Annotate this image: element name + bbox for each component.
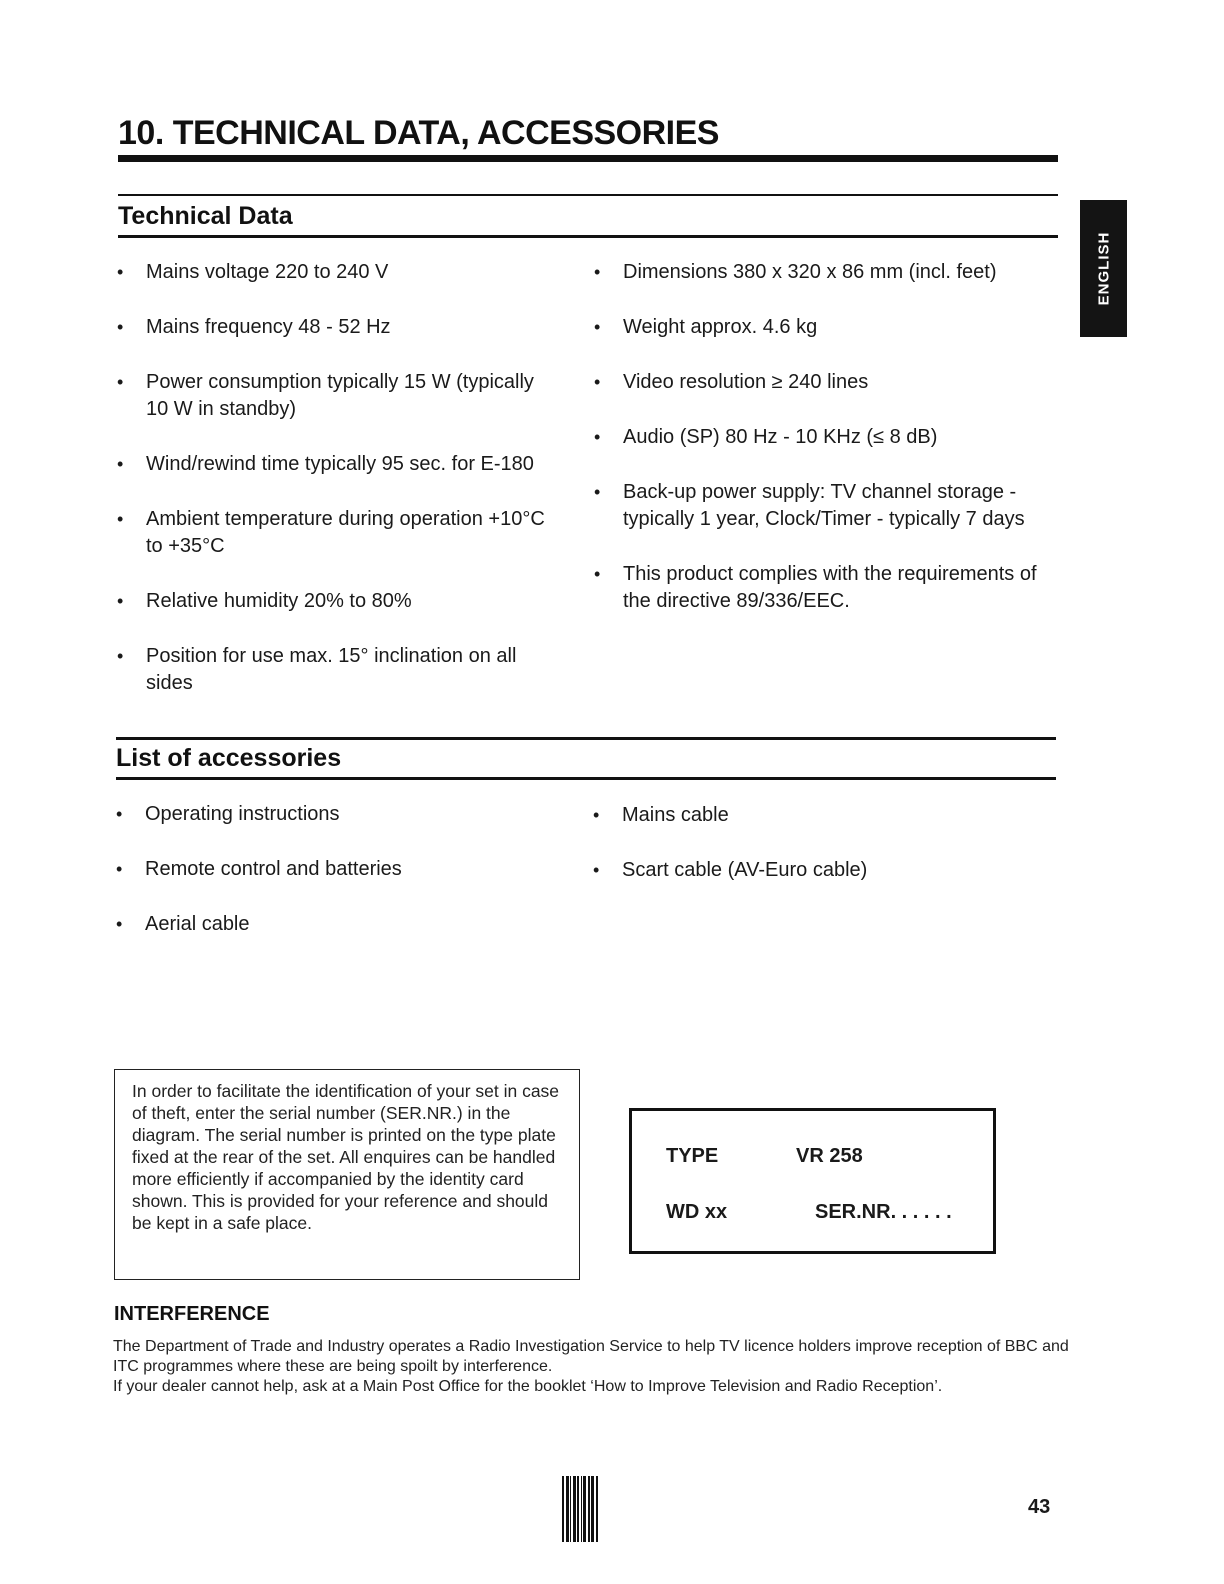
language-tab (1080, 200, 1127, 337)
interference-line-2: If your dealer cannot help, ask at a Main Post Office for the booklet ‘How to Improve Television and Radio Reception’. (113, 1378, 943, 1395)
page-number: 43 (1028, 1496, 1051, 1518)
list-item: • Weight approx. 4.6 kg (594, 316, 818, 338)
technical-left-list (117, 259, 557, 725)
list-item: • Power consumption typically 15 W (typically 10 W in standby) (117, 371, 534, 420)
technical-top-rule (118, 194, 1058, 196)
list-item: • Mains voltage 220 to 240 V (117, 261, 389, 283)
accessories-right-list (593, 802, 1053, 912)
list-item: • Aerial cable (116, 913, 250, 935)
list-item: • Ambient temperature during operation +10°C to +35°C (117, 508, 545, 557)
type-label: TYPE (666, 1145, 719, 1167)
wd-label: WD xx (666, 1201, 728, 1223)
list-item: • This product complies with the requirements of the directive 89/336/EEC. (594, 563, 1037, 612)
list-item: • Mains cable (593, 804, 729, 826)
accessories-bottom-rule (116, 777, 1056, 780)
accessories-top-rule (116, 737, 1056, 740)
interference-text (113, 1337, 1073, 1397)
list-item: • Scart cable (AV-Euro cable) (593, 859, 868, 881)
identity-card (629, 1108, 996, 1254)
list-item: • Back-up power supply: TV channel storage - typically 1 year, Clock/Timer - typically 7 days (594, 481, 1025, 530)
list-item: • Operating instructions (116, 803, 340, 825)
interference-line-1: The Department of Trade and Industry operates a Radio Investigation Service to help TV licence holders improve reception of BBC and ITC programmes where these are being spoilt by interference. (113, 1338, 1069, 1375)
list-item: • Video resolution ≥ 240 lines (594, 371, 869, 393)
list-item: • Relative humidity 20% to 80% (117, 590, 412, 612)
technical-heading: Technical Data (118, 202, 293, 230)
type-value: VR 258 (796, 1145, 863, 1167)
interference-heading: INTERFERENCE (114, 1303, 270, 1325)
serial-note-text: In order to facilitate the identification of your set in case of theft, enter the serial number (SER.NR.) in the diagram. The serial number is printed on the type plate fixed at the rear of the set. All enquires can be handled more efficiently if accompanied by the identity card shown. This is provided for your reference and should be kept in a safe place. (132, 1081, 560, 1233)
barcode-mark (562, 1476, 600, 1542)
accessories-left-list (116, 801, 556, 966)
list-item: • Wind/rewind time typically 95 sec. for E-180 (117, 453, 534, 475)
serial-note-box (114, 1069, 580, 1280)
list-item: • Dimensions 380 x 320 x 86 mm (incl. feet) (594, 261, 997, 283)
accessories-heading: List of accessories (116, 744, 342, 772)
list-item: • Audio (SP) 80 Hz - 10 KHz (≤ 8 dB) (594, 426, 938, 448)
page-title: 10. TECHNICAL DATA, ACCESSORIES (118, 114, 719, 152)
technical-bottom-rule (118, 235, 1058, 238)
list-item: • Mains frequency 48 - 52 Hz (117, 316, 391, 338)
serial-number-label: SER.NR. . . . . . (815, 1201, 952, 1223)
technical-right-list (594, 259, 1056, 643)
list-item: • Position for use max. 15° inclination on all sides (117, 645, 517, 694)
list-item: • Remote control and batteries (116, 858, 402, 880)
language-tab-label: ENGLISH (1095, 231, 1112, 306)
title-rule (118, 155, 1058, 162)
